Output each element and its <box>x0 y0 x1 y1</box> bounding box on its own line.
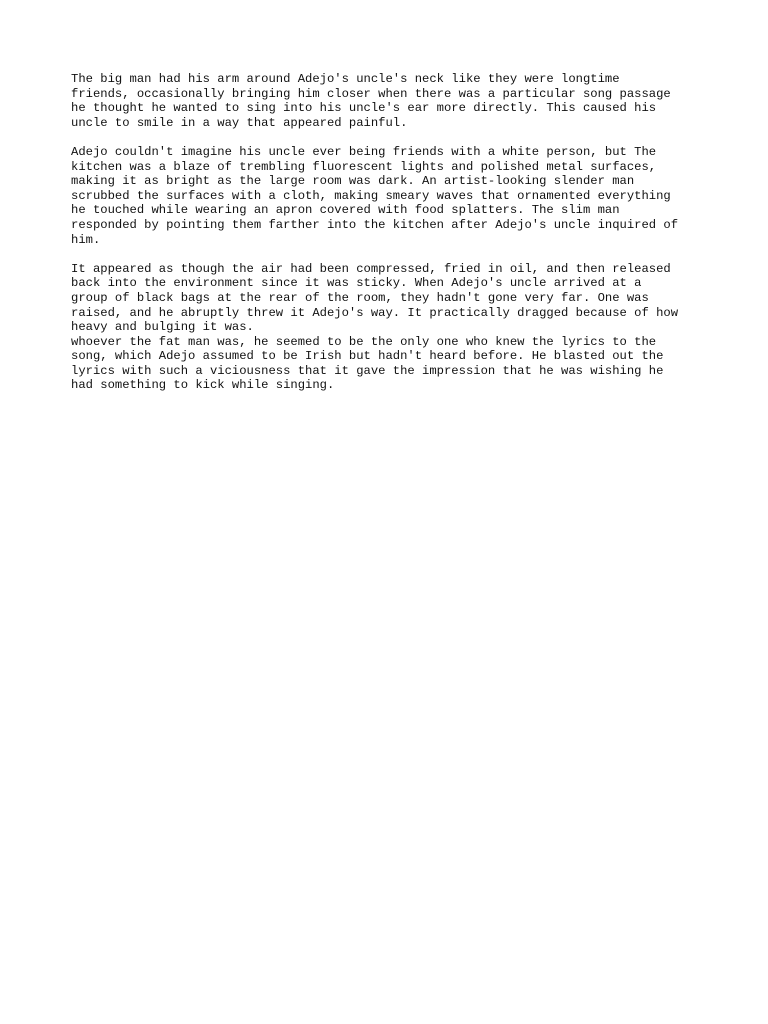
paragraph-2 <box>71 145 711 247</box>
text-line: he touched while wearing an apron covered with food splatters. The slim man <box>71 203 620 218</box>
text-line: him. <box>71 232 101 247</box>
text-line: The big man had his arm around Adejo's uncle's neck like they were longtime <box>71 72 620 86</box>
text-line: kitchen was a blaze of trembling fluorescent lights and polished metal surfaces, <box>71 159 657 174</box>
text-line: lyrics with such a viciousness that it gave the impression that he was wishing he <box>71 363 664 378</box>
text-line: making it as bright as the large room was dark. An artist-looking slender man <box>71 174 635 189</box>
text-line: song, which Adejo assumed to be Irish but hadn't heard before. He blasted out the <box>71 349 664 364</box>
text-line: back into the environment since it was sticky. When Adejo's uncle arrived at a <box>71 276 642 291</box>
text-line: responded by pointing them farther into the kitchen after Adejo's uncle inquired of <box>71 217 679 232</box>
paragraph-spacer <box>71 130 711 145</box>
text-line: scrubbed the surfaces with a cloth, making smeary waves that ornamented everything <box>71 188 671 203</box>
paragraph-spacer <box>71 247 711 262</box>
paragraph-1 <box>71 72 711 130</box>
paragraph-3 <box>71 262 711 393</box>
text-line: raised, and he abruptly threw it Adejo's way. It practically dragged because of how <box>71 305 679 320</box>
text-line: group of black bags at the rear of the room, they hadn't gone very far. One was <box>71 290 649 305</box>
text-line: It appeared as though the air had been compressed, fried in oil, and then released <box>71 261 671 276</box>
text-line: he thought he wanted to sing into his uncle's ear more directly. This caused his <box>71 101 657 116</box>
text-line: friends, occasionally bringing him closer when there was a particular song passage <box>71 86 671 101</box>
text-line: Adejo couldn't imagine his uncle ever being friends with a white person, but The <box>71 144 657 159</box>
text-line: had something to kick while singing. <box>71 378 335 393</box>
text-line: uncle to smile in a way that appeared painful. <box>71 115 408 130</box>
text-line: heavy and bulging it was. <box>71 320 254 335</box>
text-line: whoever the fat man was, he seemed to be the only one who knew the lyrics to the <box>71 334 657 349</box>
document-body <box>71 72 711 393</box>
